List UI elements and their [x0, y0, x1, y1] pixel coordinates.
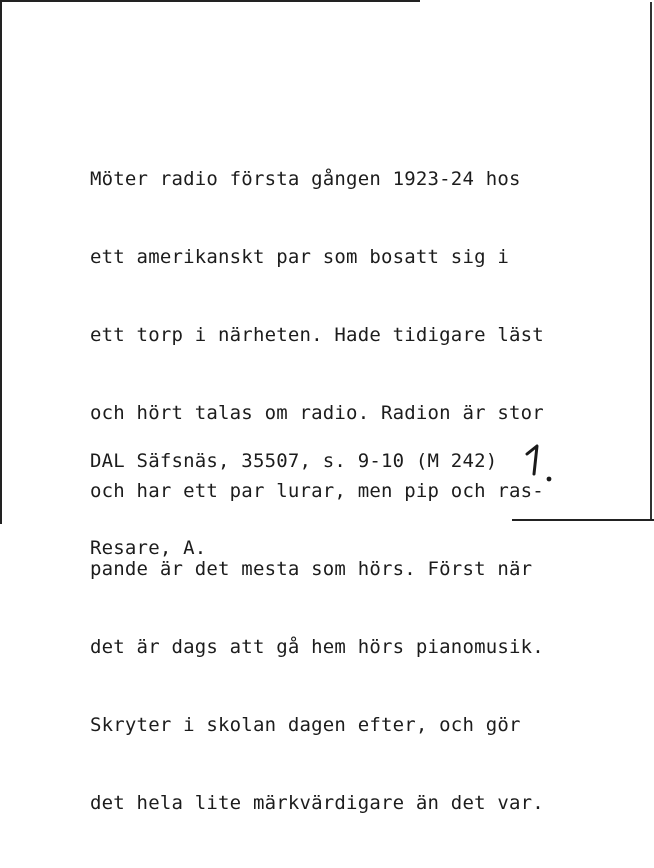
archive-reference: DAL Säfsnäs, 35507, s. 9-10 (M 242) — [90, 450, 498, 472]
text-line: det hela lite märkvärdigare än det var. — [90, 792, 544, 814]
card-edge-top — [0, 0, 420, 2]
text-line: och hört talas om radio. Radion är stor — [90, 402, 544, 424]
text-line: och har ett par lurar, men pip och ras- — [90, 480, 544, 502]
text-line: ett torp i närheten. Hade tidigare läst — [90, 324, 544, 346]
text-line: Möter radio första gången 1923-24 hos — [90, 168, 521, 190]
text-line: pande är det mesta som hörs. Först när — [90, 558, 533, 580]
card-edge-left — [0, 0, 2, 524]
text-line: ett amerikanskt par som bosatt sig i — [90, 246, 510, 268]
card-edge-right — [650, 2, 652, 520]
citation-block — [90, 389, 497, 621]
text-line: det är dags att gå hem hörs pianomusik. — [90, 636, 544, 658]
author-name: Resare, A. — [90, 537, 207, 559]
handwritten-page-number — [521, 436, 557, 486]
text-line: Skryter i skolan dagen efter, och gör — [90, 714, 521, 736]
